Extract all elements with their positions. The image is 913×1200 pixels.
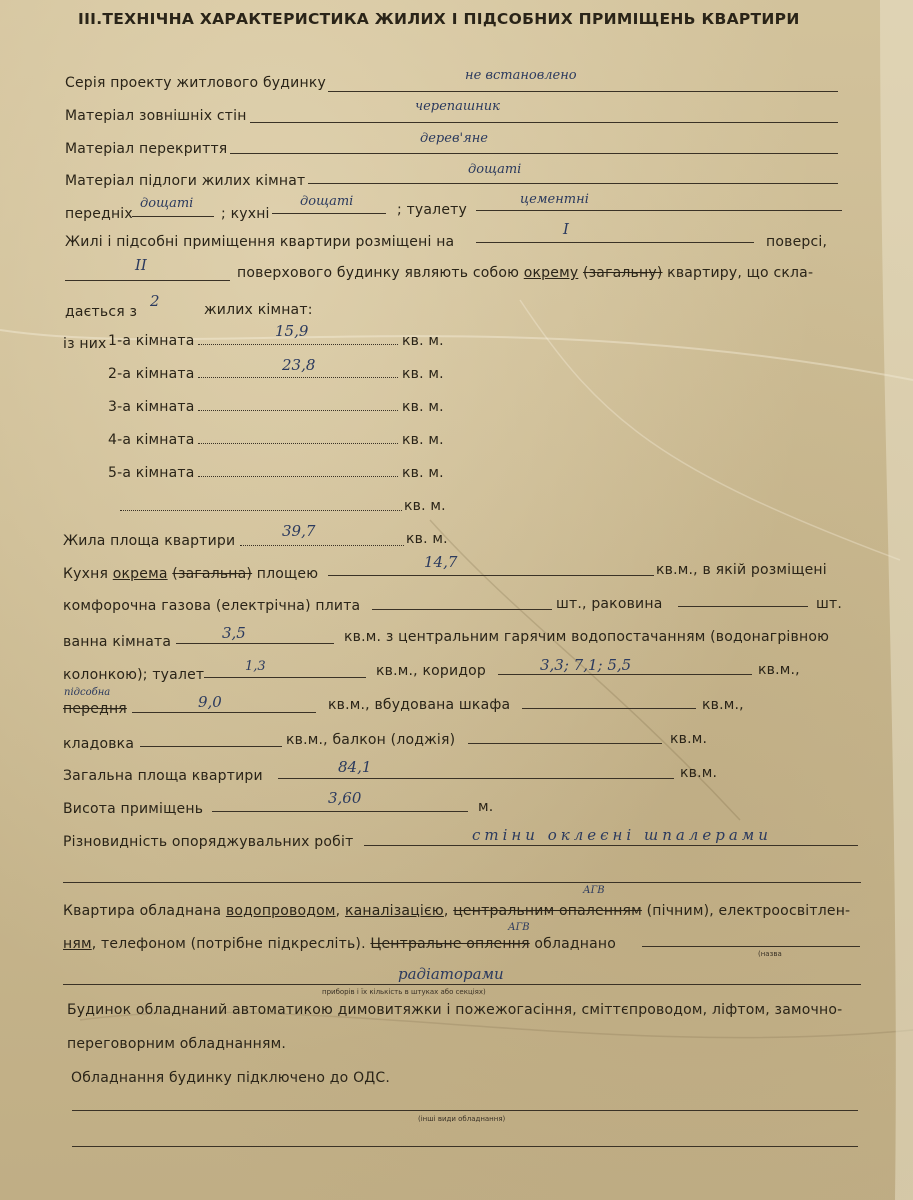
toilet-floor-line [476,210,842,211]
bathroom-label: ванна кімната [63,634,172,650]
ods-line [72,1110,858,1111]
hall-value: 9,0 [198,693,222,711]
floor-cover-label: Матеріал перекриття [65,141,228,157]
wardrobe-unit: кв.м., [702,697,744,713]
kitchen-area-unit: кв.м., в якій розміщені [656,562,827,578]
toilet-floor-label: ; туалету [397,202,467,218]
floor-number-value: І [563,220,569,238]
utility-heating: центральним опаленням [453,903,642,919]
utilities-annotation-1: АГВ [583,885,605,896]
room-4-dots [198,443,398,444]
total-area-unit: кв.м. [680,765,718,781]
floor-cover-line [230,153,838,154]
sink-line [678,606,808,607]
ods-label: Обладнання будинку підключено до ОДС. [71,1070,391,1086]
toilet-floor-value: цементні [520,192,589,207]
living-area-label: Жила площа квартири [63,533,236,549]
corridor-value: 3,3; 7,1; 5,5 [540,656,632,674]
utilities-annotation-2: АГВ [508,922,530,933]
option-separate: окрему [523,265,579,281]
balcony-line [468,743,662,744]
finishing-label: Різновидність опоряджувальних робіт [63,834,354,850]
room-3-unit: кв. м. [402,399,444,415]
room-1-dots [198,344,398,345]
kitchen-floor-label: ; кухні [221,206,270,222]
rooms-count-value: 2 [150,292,160,310]
kitchen-area-line [328,575,654,576]
devices-value: радіаторами [398,965,504,983]
name-caption: (назва [758,950,782,958]
rooms-prefix: із них [63,336,107,352]
storage-label: кладовка [63,736,135,752]
hall-line [132,712,316,713]
stove-label: комфорочна газова (електрічна) плита [63,598,361,614]
storage-line [140,746,282,747]
utility-water: водопроводом [225,903,336,919]
utilities-line-2: ням, телефоном (потрібне підкресліть). Центральне оплення обладнано [63,936,617,952]
project-series-label: Серія проекту житлового будинку [65,75,326,91]
bathroom-text: кв.м. з центральним гарячим водопостачанням (водонагрівною [344,629,830,645]
building-line-1: Будинок обладнаний автоматикою димовитяжки і пожежогасіння, сміттєпроводом, ліфтом, замочно- [67,1002,843,1018]
height-line [212,811,468,812]
kitchen-opt-separate: окрема [112,566,168,582]
devices-line [63,984,861,985]
finishing-line [364,845,858,846]
wall-material-line [250,122,838,123]
heating-equipment-line [642,946,860,947]
room-5-dots [198,476,398,477]
hall-label: передня [63,701,127,717]
project-series-value: не встановлено [465,68,577,83]
total-area-label: Загальна площа квартири [63,768,263,784]
stove-unit: шт., раковина [556,596,663,612]
floor-number-line [476,242,754,243]
total-area-line [278,778,674,779]
room-4-label: 4-а кімната [108,432,195,448]
location-text-1: Жилі і підсобні приміщення квартири розміщені на [65,234,455,250]
room-4-unit: кв. м. [402,432,444,448]
bathroom-line [176,643,334,644]
storage-text: кв.м., балкон (лоджія) [286,732,456,748]
room-extra-unit: кв. м. [404,498,446,514]
location-text-3: поверхового будинку являють собою окрему (загальну) квартиру, що скла- [237,265,814,281]
finishing-value: стіни оклеєні шпалерами [472,826,772,844]
total-area-value: 84,1 [338,758,372,776]
kitchen-opt-shared: (загальна) [172,566,253,582]
option-shared: (загальну) [582,265,663,281]
living-area-value: 39,7 [282,522,316,540]
hall-text: кв.м., вбудована шкафа [328,697,511,713]
location-text-5: жилих кімнат: [204,302,313,318]
living-floor-label: Матеріал підлоги жилих кімнат [65,173,306,189]
stove-line [372,609,552,610]
ods-caption: (інші види обладнання) [418,1115,506,1123]
room-extra-dots [120,510,402,511]
devices-caption: приборів і їх кількість в штуках або секціях) [322,988,486,996]
utilities-line-1: Квартира обладнана водопроводом, каналізацією, центральним опаленням (пічним), електроосвітлен- [63,903,851,919]
location-text-4: дається з [65,304,138,320]
sink-unit: шт. [816,596,843,612]
room-1-unit: кв. м. [402,333,444,349]
kitchen-area-label: Кухня окрема (загальна) площею [63,566,319,582]
kitchen-floor-value: дощаті [300,194,354,209]
kitchen-floor-line [272,213,386,214]
building-line-2: переговорним обладнанням. [67,1036,287,1052]
balcony-unit: кв.м. [670,731,708,747]
hallway-floor-line [132,216,214,217]
hallway-floor-label: передніх [65,206,133,222]
room-2-label: 2-а кімната [108,366,195,382]
living-area-dots [240,545,404,546]
toilet-area-line [204,677,366,678]
finishing-line-2 [63,882,861,883]
storeys-line [65,280,230,281]
bathroom-value: 3,5 [222,624,246,642]
wall-material-value: черепашник [415,99,500,114]
document-title: ІІІ.ТЕХНІЧНА ХАРАКТЕРИСТИКА ЖИЛИХ І ПІДСОБНИХ ПРИМІЩЕНЬ КВАРТИРИ [78,10,800,28]
height-unit: м. [478,799,494,815]
kitchen-area-value: 14,7 [424,553,458,571]
height-label: Висота приміщень [63,801,204,817]
ods-line-2 [72,1146,858,1147]
wardrobe-line [522,708,696,709]
storeys-value: ІІ [135,256,147,274]
utility-lighting: ням [63,936,92,952]
room-5-label: 5-а кімната [108,465,195,481]
floor-cover-value: дерев'яне [420,131,488,146]
room-2-dots [198,377,398,378]
corridor-line [498,674,752,675]
living-floor-line [308,183,838,184]
corridor-unit: кв.м., [758,662,800,678]
toilet-area-value: 1,3 [245,659,266,674]
location-text-2: поверсі, [766,234,828,250]
corridor-label: кв.м., коридор [376,663,487,679]
living-floor-value: дощаті [468,162,522,177]
utility-heating-equipment: Центральне оплення [370,936,530,952]
height-value: 3,60 [328,789,362,807]
hall-annotation: підсобна [64,687,111,698]
room-3-label: 3-а кімната [108,399,195,415]
hallway-floor-value: дощаті [140,196,194,211]
project-series-line [328,91,838,92]
room-3-dots [198,410,398,411]
living-area-unit: кв. м. [406,531,448,547]
room-2-value: 23,8 [282,356,316,374]
room-1-value: 15,9 [275,322,309,340]
wall-material-label: Матеріал зовнішніх стін [65,108,247,124]
room-2-unit: кв. м. [402,366,444,382]
room-1-label: 1-а кімната [108,333,195,349]
utility-sewer: каналізацією [344,903,444,919]
room-5-unit: кв. м. [402,465,444,481]
toilet-area-label: колонкою); туалет [63,667,205,683]
